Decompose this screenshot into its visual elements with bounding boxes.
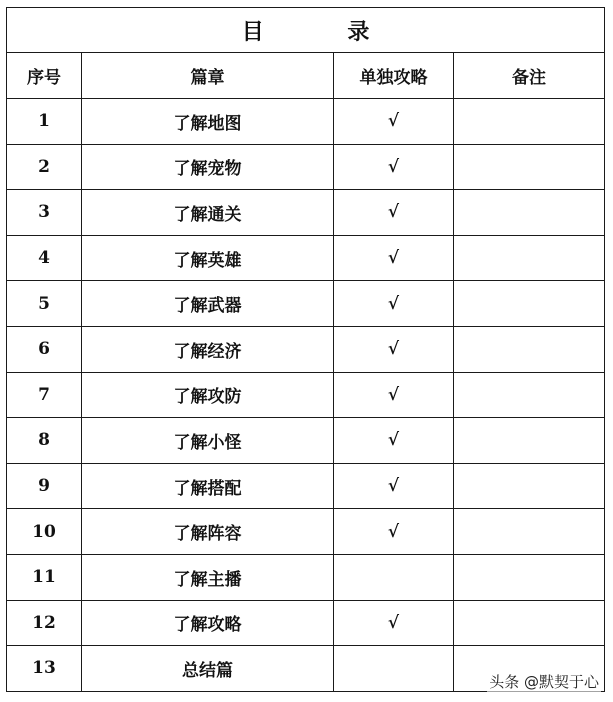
table-row xyxy=(7,463,605,509)
row-note-cell xyxy=(454,600,605,646)
row-note-cell xyxy=(454,190,605,236)
row-note-cell xyxy=(454,99,605,145)
table-row xyxy=(7,144,605,190)
header-no: 序号 xyxy=(7,53,82,99)
row-chapter-cell: 了解攻略 xyxy=(82,600,334,646)
table-row xyxy=(7,190,605,236)
row-guide-cell: √ xyxy=(334,281,454,327)
row-note-cell xyxy=(454,509,605,555)
row-number-cell: 8 xyxy=(7,418,82,464)
row-chapter-cell: 了解武器 xyxy=(82,281,334,327)
row-number-cell: 5 xyxy=(7,281,82,327)
row-chapter-cell: 了解搭配 xyxy=(82,463,334,509)
row-chapter-cell: 总结篇 xyxy=(82,646,334,692)
row-note-cell xyxy=(454,144,605,190)
row-note-cell xyxy=(454,235,605,281)
row-note-cell xyxy=(454,281,605,327)
row-chapter-cell: 了解阵容 xyxy=(82,509,334,555)
row-chapter-cell: 了解英雄 xyxy=(82,235,334,281)
row-guide-cell: √ xyxy=(334,235,454,281)
row-guide-cell: √ xyxy=(334,509,454,555)
watermark: 头条 @默契于心 xyxy=(489,673,599,691)
row-guide-cell: √ xyxy=(334,190,454,236)
row-note-cell xyxy=(454,418,605,464)
row-number-cell: 6 xyxy=(7,326,82,372)
table-title: 目 录 xyxy=(7,8,605,53)
table-row xyxy=(7,509,605,555)
row-number-cell: 13 xyxy=(7,646,82,692)
row-number-cell: 2 xyxy=(7,144,82,190)
row-number-cell: 3 xyxy=(7,190,82,236)
header-chapter: 篇章 xyxy=(82,53,334,99)
row-note-cell xyxy=(454,372,605,418)
row-guide-cell: √ xyxy=(334,144,454,190)
row-guide-cell: √ xyxy=(334,326,454,372)
row-number-cell: 10 xyxy=(7,509,82,555)
row-guide-cell: √ xyxy=(334,463,454,509)
row-note-cell xyxy=(454,463,605,509)
table-row xyxy=(7,235,605,281)
row-chapter-cell: 了解通关 xyxy=(82,190,334,236)
row-number-cell: 12 xyxy=(7,600,82,646)
table-row xyxy=(7,418,605,464)
table-row xyxy=(7,99,605,145)
row-note-cell xyxy=(454,554,605,600)
row-number-cell: 11 xyxy=(7,554,82,600)
row-chapter-cell: 了解宠物 xyxy=(82,144,334,190)
table-row xyxy=(7,372,605,418)
row-chapter-cell: 了解小怪 xyxy=(82,418,334,464)
title-row xyxy=(7,8,605,53)
row-number-cell: 4 xyxy=(7,235,82,281)
table-row xyxy=(7,600,605,646)
table-row xyxy=(7,281,605,327)
row-guide-cell xyxy=(334,554,454,600)
row-guide-cell: √ xyxy=(334,418,454,464)
header-guide: 单独攻略 xyxy=(334,53,454,99)
header-note: 备注 xyxy=(454,53,605,99)
row-chapter-cell: 了解攻防 xyxy=(82,372,334,418)
row-chapter-cell: 了解地图 xyxy=(82,99,334,145)
row-guide-cell: √ xyxy=(334,372,454,418)
row-note-cell xyxy=(454,326,605,372)
row-chapter-cell: 了解主播 xyxy=(82,554,334,600)
header-row xyxy=(7,53,605,99)
toc-table xyxy=(6,7,605,692)
row-guide-cell: √ xyxy=(334,600,454,646)
row-guide-cell xyxy=(334,646,454,692)
row-guide-cell: √ xyxy=(334,99,454,145)
table-row xyxy=(7,326,605,372)
row-number-cell: 7 xyxy=(7,372,82,418)
row-chapter-cell: 了解经济 xyxy=(82,326,334,372)
row-number-cell: 9 xyxy=(7,463,82,509)
row-number-cell: 1 xyxy=(7,99,82,145)
table-row xyxy=(7,554,605,600)
